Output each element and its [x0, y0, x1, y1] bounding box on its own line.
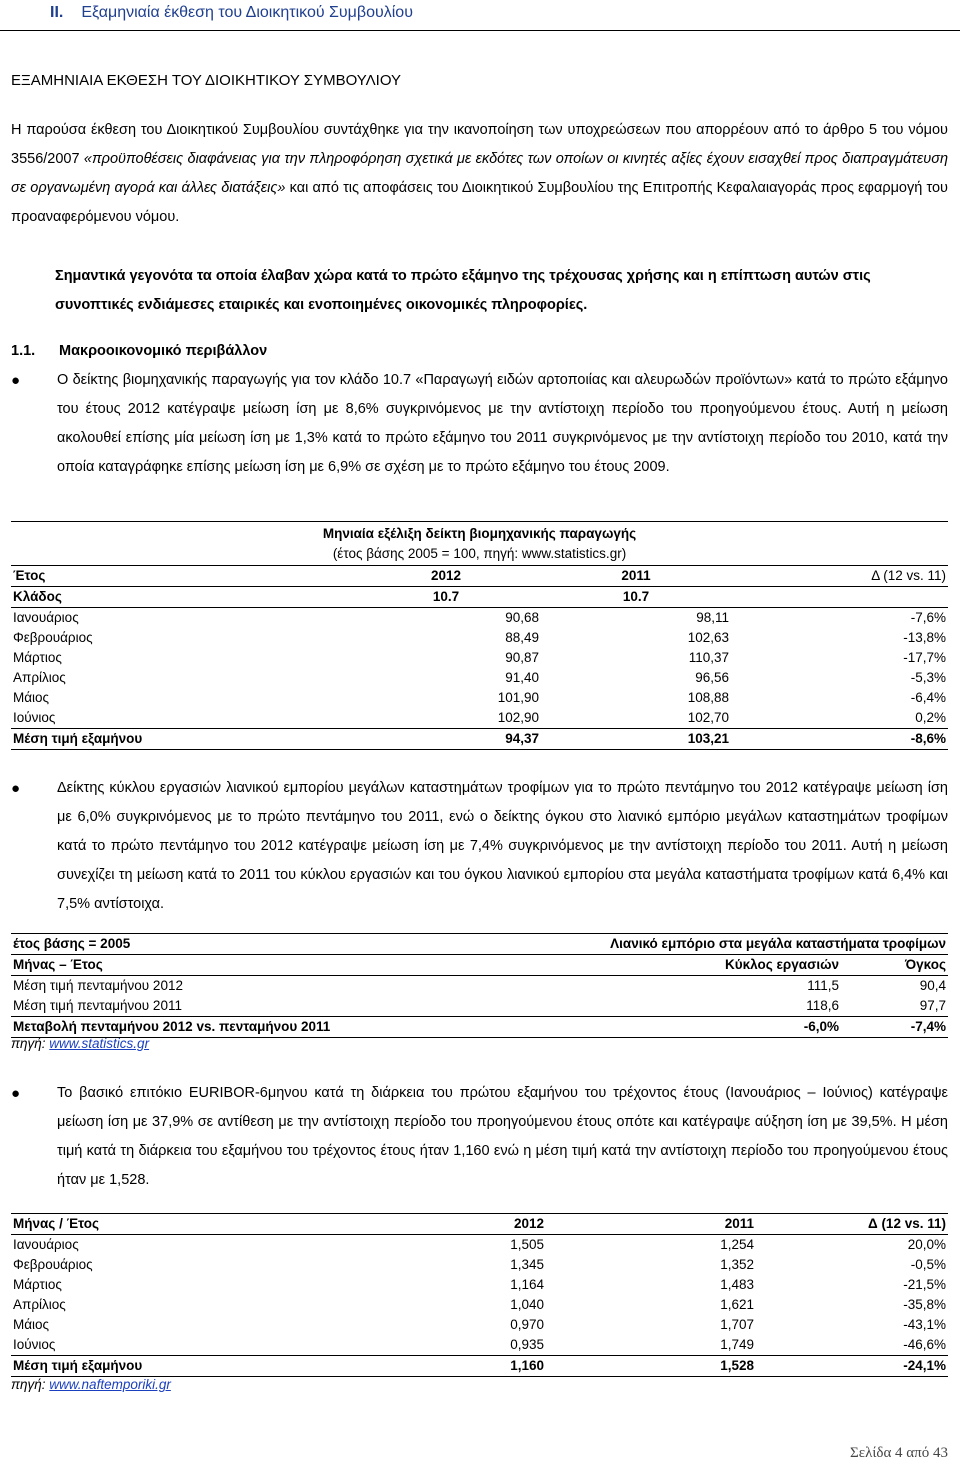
header-cell: Δ (12 vs. 11) [756, 1214, 948, 1235]
cell: 90,68 [351, 608, 541, 629]
euribor-table [11, 1213, 948, 1377]
source-label: πηγή: [11, 1036, 50, 1051]
table-row [11, 668, 948, 688]
cell: 1,345 [510, 1257, 544, 1272]
intro-law-title: «προϋποθέσεις διαφάνειας για την πληροφόρηση σχετικά με εκδότες των οποίων οι κινητές αξίες έχουν εισαχθεί προς διαπραγμάτευση σε οργανωμένη αγορά και άλλες διατάξεις» [11, 151, 948, 196]
cell: -5,3% [910, 670, 946, 685]
cell: Μεταβολή πενταμήνου 2012 vs. πενταμήνου 2011 [11, 1017, 511, 1038]
base-year-label: έτος βάσης = 2005 [11, 934, 511, 955]
intro-paragraph [11, 116, 948, 232]
header-cell: Κλάδος [11, 587, 351, 608]
bullet-text: Το βασικό επιτόκιο EURIBOR-6μηνου κατά τη διάρκεια του πρώτου εξαμήνου του τρέχοντος έτους (Ιανουάριος – Ιούνιος) κατέγραψε μείωση ίση με 37,9% σε αντίθεση με την αντίστοιχη περίοδο του προηγούμενου έτους οπότε και κατέγραψε αύξηση ίση με 39,5%. Η μέση τιμή κατά τη διάρκεια του εξαμήνου του τρέχοντος έτους ήταν 1,160 ενώ η μέση τιμή κατά την αντίστοιχη περίοδο του προηγούμενου έτους ήταν με 1,528. [57, 1085, 948, 1188]
cell: -13,8% [903, 630, 946, 645]
header-cell: 2012 [351, 566, 541, 587]
source-link[interactable]: www.statistics.gr [49, 1036, 150, 1051]
cell: 102,70 [687, 710, 729, 725]
chapter-number: II. [50, 4, 64, 21]
header-divider [0, 30, 960, 31]
cell: 1,528 [546, 1356, 756, 1377]
cell: 96,56 [695, 670, 729, 685]
table-row [11, 648, 948, 668]
cell: 110,37 [688, 650, 729, 665]
header-cell: Δ (12 vs. 11) [731, 566, 948, 587]
section-1-number [11, 262, 55, 291]
cell: 97,7 [919, 998, 946, 1013]
table-total-row [11, 1356, 948, 1377]
cell: 1,621 [720, 1297, 754, 1312]
cell: 1,040 [510, 1297, 544, 1312]
cell: -24,1% [756, 1356, 948, 1377]
cell: 103,21 [541, 729, 731, 750]
table-row [11, 1295, 948, 1315]
cell: Μέση τιμή πενταμήνου 2012 [11, 976, 511, 997]
table-row [11, 1315, 948, 1335]
cell: 102,63 [687, 630, 729, 645]
report-heading: ΕΞΑΜΗΝΙΑΙΑ ΕΚΘΕΣΗ ΤΟΥ ΔΙΟΙΚΗΤΙΚΟΥ ΣΥΜΒΟΥΛΙΟΥ [11, 72, 402, 89]
table-header-row [11, 587, 948, 608]
cell: 88,49 [505, 630, 539, 645]
table-row [11, 1235, 948, 1256]
cell: 90,4 [841, 976, 948, 997]
cell: 1,483 [720, 1277, 754, 1292]
cell: Μάρτιος [13, 1277, 62, 1292]
cell: -0,5% [910, 1257, 946, 1272]
section-1-1-title: Μακροοικονομικό περιβάλλον [59, 343, 268, 359]
table-header-row [11, 566, 948, 587]
cell: 91,40 [505, 670, 539, 685]
cell: -6,4% [910, 690, 946, 705]
retail-trade-table [11, 933, 948, 1038]
cell: 118,6 [806, 998, 839, 1013]
table2-title: Λιανικό εμπόριο στα μεγάλα καταστήματα τροφίμων [511, 934, 948, 955]
cell: 1,160 [351, 1356, 546, 1377]
cell: 90,87 [505, 650, 539, 665]
source-label: πηγή: [11, 1377, 50, 1392]
cell: -6,0% [511, 1017, 841, 1038]
table-row [11, 996, 948, 1017]
header-cell: 2011 [546, 1214, 756, 1235]
cell: Φεβρουάριος [13, 1257, 93, 1272]
bullet-euribor [11, 1079, 948, 1195]
header-cell: Μήνας / Έτος [11, 1214, 351, 1235]
table-row [11, 976, 948, 997]
table-row [11, 608, 948, 629]
cell: -21,5% [903, 1277, 946, 1292]
cell: -8,6% [731, 729, 948, 750]
page-number: Σελίδα 4 από 43 [850, 1445, 948, 1461]
table-row [11, 688, 948, 708]
cell: Μάιος [13, 690, 50, 705]
source-link[interactable]: www.naftemporiki.gr [49, 1377, 171, 1392]
intro-part2: και από τις αποφάσεις του Διοικητικού Συμβουλίου της Επιτροπής Κεφαλαιαγοράς προς εφαρμογή του προαναφερόμενου νόμου. [11, 180, 948, 225]
table1-top-rule [11, 521, 948, 522]
cell: -43,1% [903, 1317, 946, 1332]
table-total-row [11, 1017, 948, 1038]
cell: -35,8% [903, 1297, 946, 1312]
cell: 98,11 [541, 608, 731, 629]
cell: 1,254 [546, 1235, 756, 1256]
cell: Μέση τιμή εξαμήνου [11, 729, 351, 750]
chapter-title-text: Εξαμηνιαία έκθεση του Διοικητικού Συμβουλίου [81, 4, 413, 21]
header-cell: Μήνας – Έτος [11, 955, 511, 976]
cell: 1,352 [720, 1257, 754, 1272]
cell: 1,707 [720, 1317, 754, 1332]
cell: 102,90 [497, 710, 539, 725]
cell: 108,88 [687, 690, 729, 705]
cell: 0,970 [510, 1317, 544, 1332]
cell: 1,749 [720, 1337, 754, 1352]
cell: 0,2% [915, 710, 946, 725]
table-row [11, 1255, 948, 1275]
bullet-icon: ● [11, 372, 21, 389]
header-cell: 10.7 [351, 587, 541, 608]
table2-source [11, 1036, 149, 1051]
cell: Απρίλιος [13, 670, 66, 685]
cell: -46,6% [903, 1337, 946, 1352]
table-header-row [11, 955, 948, 976]
header-cell: Κύκλος εργασιών [511, 955, 841, 976]
bullet-text: Δείκτης κύκλου εργασιών λιανικού εμπορίου μεγάλων καταστημάτων τροφίμων για το πρώτο πεντάμηνο του 2012 κατέγραψε μείωση ίση με 6,0% συγκρινόμενος με το πρώτο πεντάμηνο του 2011, ενώ ο δείκτης όγκου στο λιανικό εμπόριο μεγάλων καταστημάτων τροφίμων κατά το πρώτο πεντάμηνο του 2012 κατέγραψε μείωση ίση με 7,4% συγκρινόμενος με την αντίστοιχη περίοδο του 2011. Αυτή η μείωση συνεχίζει τη μείωση κατά το 2011 του κύκλου εργασιών και του όγκου λιανικού εμπορίου στα μεγάλα καταστήματα τροφίμων κατά 6,4% και 7,5% αντίστοιχα. [57, 780, 948, 912]
bullet-icon: ● [11, 780, 21, 797]
bullet-industrial-production [11, 366, 948, 482]
table-header-row [11, 1214, 948, 1235]
section-1-1-heading [11, 343, 267, 359]
intro-part1: Η παρούσα έκθεση του Διοικητικού Συμβουλίου συντάχθηκε για την ικανοποίηση των υποχρεώσεων που απορρέουν από το άρθρο 5 του νόμου 3556/2007 [11, 122, 948, 167]
section-1-title: Σημαντικά γεγονότα τα οποία έλαβαν χώρα κατά το πρώτο εξάμηνο της τρέχουσας χρήσης και η επίπτωση αυτών στις συνοπτικές ενδιάμεσες εταιρικές και ενοποιημένες οικονομικές πληροφορίες. [55, 268, 871, 313]
table1-subcaption: (έτος βάσης 2005 = 100, πηγή: www.statistics.gr) [332, 546, 627, 561]
industrial-production-table [11, 565, 948, 750]
table-total-row [11, 729, 948, 750]
bullet-icon: ● [11, 1085, 21, 1102]
cell: 94,37 [351, 729, 541, 750]
cell: Απρίλιος [13, 1297, 66, 1312]
table-row [11, 1335, 948, 1356]
bullet-text: Ο δείκτης βιομηχανικής παραγωγής για τον κλάδο 10.7 «Παραγωγή ειδών αρτοποιίας και αλευρωδών προϊόντων» κατά το πρώτο εξάμηνο του έτους 2012 κατέγραψε μείωση ίση με 8,6% συγκρινόμενος με την αντίστοιχη περίοδο του προηγούμενου έτους. Αυτή η μείωση ακολουθεί επίσης μία μείωση ίση με 1,3% κατά το πρώτο εξάμηνο του 2011 συγκρινόμενος με την αντίστοιχη περίοδο του 2010, κατά την οποία καταγράφηκε επίσης μείωση ίση με 6,9% σε σχέση με το πρώτο εξάμηνο του έτους 2009. [57, 372, 948, 475]
table1-caption: Μηνιαία εξέλιξη δείκτη βιομηχανικής παραγωγής [322, 526, 637, 541]
cell: Ιούνιος [13, 1337, 56, 1352]
table3-source [11, 1377, 171, 1392]
cell: Μέση τιμή πενταμήνου 2011 [13, 998, 182, 1013]
cell: Φεβρουάριος [13, 630, 93, 645]
header-cell: 2011 [541, 566, 731, 587]
table-row [11, 1275, 948, 1295]
cell: 0,935 [510, 1337, 544, 1352]
section-1-1-number: 1.1. [11, 343, 36, 359]
cell: 111,5 [511, 976, 841, 997]
header-cell [731, 587, 948, 608]
chapter-title [50, 4, 413, 22]
table-row [11, 628, 948, 648]
header-cell: Έτος [11, 566, 351, 587]
table-title-row [11, 934, 948, 955]
header-cell: Όγκος [841, 955, 948, 976]
cell: Ιανουάριος [11, 1235, 351, 1256]
cell: Μέση τιμή εξαμήνου [11, 1356, 351, 1377]
cell: -17,7% [903, 650, 946, 665]
cell: 20,0% [756, 1235, 948, 1256]
table-row [11, 708, 948, 729]
cell: 1,164 [510, 1277, 544, 1292]
cell: Ιούνιος [13, 710, 56, 725]
cell: Ιανουάριος [11, 608, 351, 629]
cell: 1,505 [351, 1235, 546, 1256]
header-cell: 2012 [351, 1214, 546, 1235]
bullet-retail-trade [11, 774, 948, 919]
cell: 101,90 [497, 690, 539, 705]
header-cell: 10.7 [541, 587, 731, 608]
cell: Μάιος [13, 1317, 50, 1332]
section-1-heading [11, 262, 948, 320]
cell: -7,6% [731, 608, 948, 629]
cell: -7,4% [841, 1017, 948, 1038]
cell: Μάρτιος [13, 650, 62, 665]
